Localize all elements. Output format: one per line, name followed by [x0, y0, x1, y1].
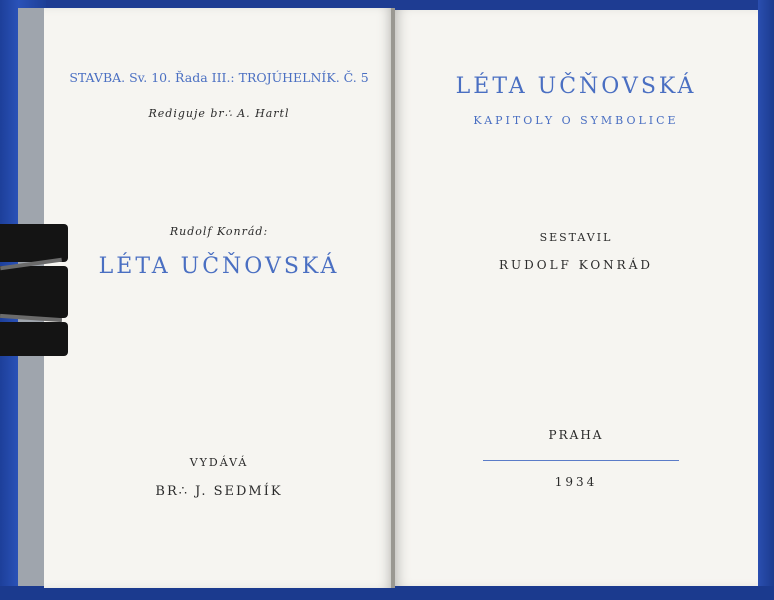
publisher-name: BR∴ J. SEDMÍK — [155, 484, 283, 499]
book-gutter — [391, 8, 395, 588]
book-clip — [0, 322, 68, 356]
book-clip — [0, 224, 68, 262]
editor-line: Rediguje br∴ A. Hartl — [148, 107, 290, 120]
half-title: LÉTA UČŇOVSKÁ — [98, 254, 340, 279]
right-page — [394, 10, 758, 586]
publication-place: PRAHA — [548, 428, 604, 442]
publication-year: 1934 — [554, 475, 598, 489]
book-cover-right — [758, 0, 774, 600]
compiled-by-label: SESTAVIL — [539, 231, 613, 244]
book-clip — [0, 266, 68, 318]
half-title-author: Rudolf Konrád: — [169, 225, 269, 238]
title-page-title: LÉTA UČŇOVSKÁ — [455, 74, 697, 99]
book-cover-bottom — [0, 586, 774, 600]
series-line: STAVBA. Sv. 10. Řada III.: TROJÚHELNÍK. Č. 5 — [69, 70, 369, 85]
title-page-subtitle: KAPITOLY O SYMBOLICE — [473, 114, 679, 127]
left-page — [44, 8, 394, 588]
publisher-label: VYDÁVÁ — [189, 456, 249, 469]
divider-rule — [483, 460, 679, 461]
title-page-author: RUDOLF KONRÁD — [498, 258, 654, 272]
